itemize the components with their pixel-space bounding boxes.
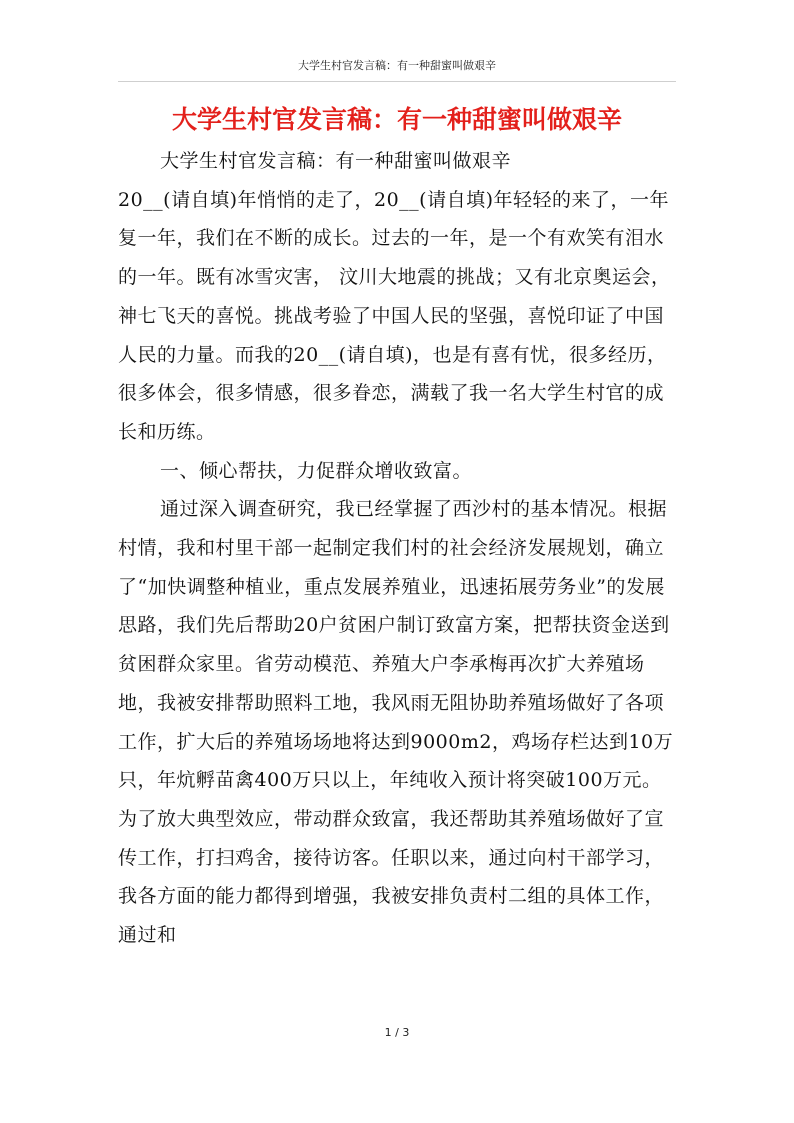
page-number: 1 / 3 [384, 1026, 410, 1039]
document-body [118, 142, 678, 955]
paragraph-subtitle: 大学生村官发言稿：有一种甜蜜叫做艰辛 [160, 150, 512, 172]
paragraph-section-heading: 一、倾心帮扶，力促群众增收致富。 [160, 459, 473, 482]
paragraph-body: 通过深入调查研究，我已经掌握了西沙村的基本情况。根据村情，我和村里干部一起制定我们村的社会经济发展规划，确立了“加快调整种植业，重点发展养殖业，迅速拓展劳务业”的发展思路，我们先后帮助20户贫困户制订致富方案，把帮扶资金送到贫困群众家里。省劳动模范、养殖大户李承梅再次扩大养殖场地，我被安排帮助照料工地，我风雨无阻协助养殖场做好了各项工作，扩大后的养殖场场地将达到9000m2，鸡场存栏达到10万只，年炕孵苗禽400万只以上，年纯收入预计将突破100万元。为了放大典型效应，带动群众致富，我还帮助其养殖场做好了宣传工作，打扫鸡舍，接待访客。任职以来，通过向村干部学习，我各方面的能力都得到增强，我被安排负责村二组的具体工作，通过和 [118, 498, 674, 947]
document-title: 大学生村官发言稿：有一种甜蜜叫做艰辛 [171, 105, 622, 134]
page-header: 大学生村官发言稿：有一种甜蜜叫做艰辛 [298, 59, 496, 72]
paragraph-intro: 20__(请自填)年悄悄的走了，20__(请自填)年轻轻的来了，一年复一年，我们在不断的成长。过去的一年，是一个有欢笑有泪水的一年。既有冰雪灾害， 汶川大地震的挑战；又有北京奥运会，神七飞天的喜悦。挑战考验了中国人民的坚强，喜悦印证了中国人民的力量。而我的20__(请自填)，也是有喜有忧，很多经历，很多体会，很多情感，很多眷恋，满载了我一名大学生村官的成长和历练。 [118, 188, 671, 443]
header-divider [118, 81, 676, 82]
